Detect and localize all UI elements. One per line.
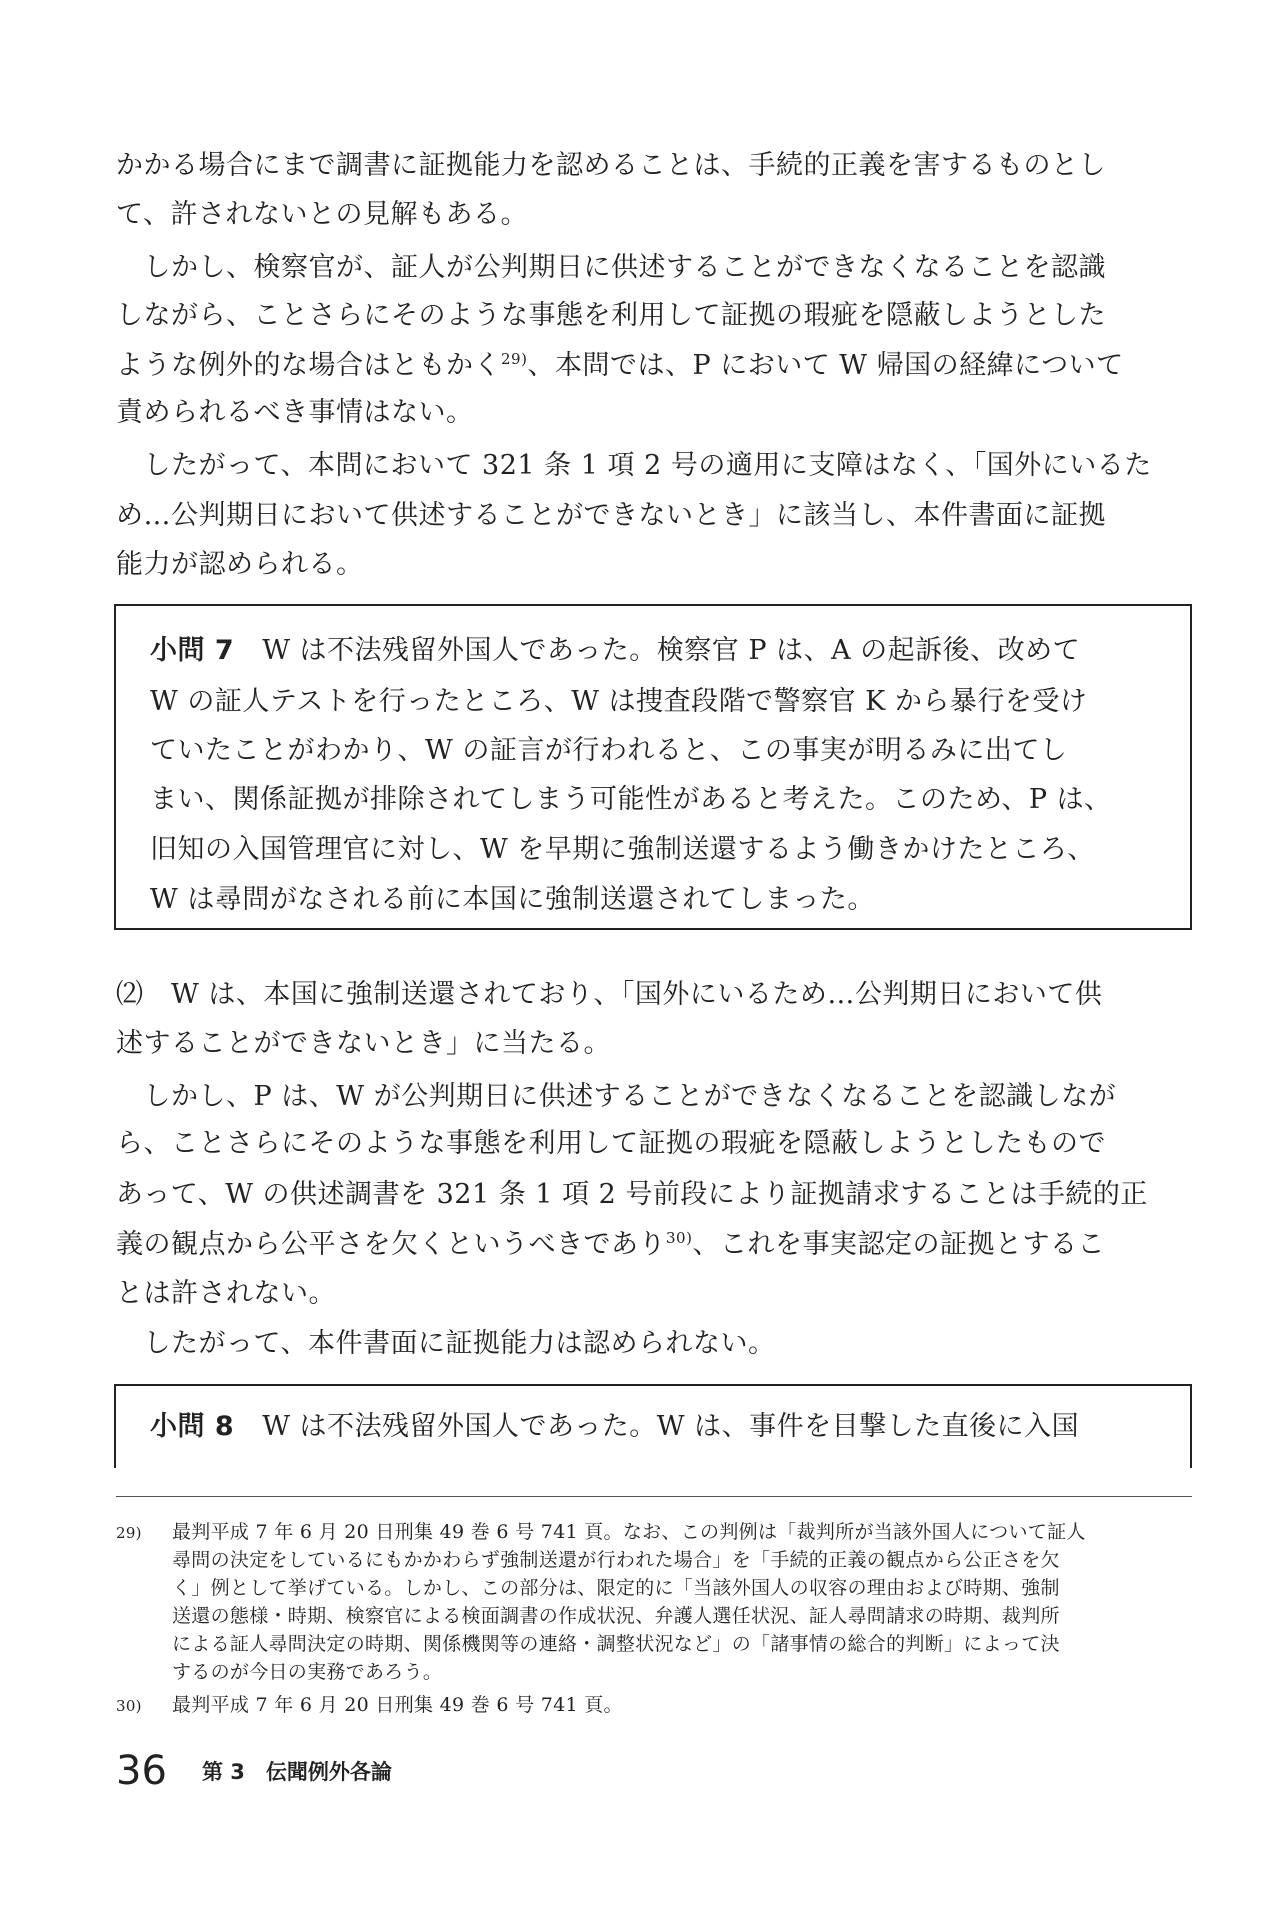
chapter-title: 第 3 伝聞例外各論 <box>202 1760 392 1784</box>
body-line: したがって、本件書面に証拠能力は認められない。 <box>143 1328 776 1359</box>
question-7-line: W は尋問がなされる前に本国に強制送還されてしまった。 <box>150 884 875 915</box>
page-number: 36 <box>116 1748 167 1794</box>
question-7-line: W の証人テストを行ったところ、W は捜査段階で警察官 K から暴行を受け <box>150 686 1088 717</box>
body-line: ら、ことさらにそのような事態を利用して証拠の瑕疵を隠蔽しようとしたもので <box>116 1128 1106 1159</box>
body-line: かかる場合にまで調書に証拠能力を認めることは、手続的正義を害するものとし <box>116 150 1106 181</box>
body-line: 述することができないとき」に当たる。 <box>116 1028 611 1059</box>
footnote-line: 送還の態様・時期、検察官による検面調書の作成状況、弁護人選任状況、証人尋問請求の時期、裁判所 <box>172 1605 1060 1627</box>
footnote-line: 尋問の決定をしているにもかかわらず強制送還が行われた場合」を「手続的正義の観点から公正さを欠 <box>172 1549 1060 1571</box>
footnote-number: 29) <box>116 1524 142 1542</box>
body-line: しかし、P は、W が公判期日に供述することができなくなることを認識しなが <box>143 1081 1117 1112</box>
body-line: ような例外的な場合はともかく$^{29)}$、本問では、P において W 帰国の経緯について <box>116 350 1124 381</box>
body-line: 責められるべき事情はない。 <box>116 397 474 428</box>
page-footer <box>116 1748 392 1794</box>
question-8-label: 小問 8 <box>150 1411 235 1442</box>
footnote-ref-30: 30) <box>666 1229 693 1247</box>
question-7-line: 旧知の入国管理官に対し、W を早期に強制送還するよう働きかけたところ、 <box>150 834 1095 865</box>
question-7-label: 小問 7 <box>150 635 235 666</box>
body-line: て、許されないとの見解もある。 <box>116 199 528 230</box>
body-line: とは許されない。 <box>116 1278 336 1309</box>
question-8-line: 小問 8 W は不法残留外国人であった。W は、事件を目撃した直後に入国 <box>150 1411 1080 1442</box>
question-7-line: 小問 7 W は不法残留外国人であった。検察官 P は、A の起訴後、改めて <box>150 635 1081 666</box>
body-line: しながら、ことさらにそのような事態を利用して証拠の瑕疵を隠蔽しようとした <box>116 300 1106 331</box>
footnote-29: 29) 最判平成 7 年 6 月 20 日刑集 49 巻 6 号 741 頁。なお、この判例は「裁判所が当該外国人について証人 <box>116 1521 1086 1543</box>
body-line: ⑵ W は、本国に強制送還されており、「国外にいるため…公判期日において供 <box>116 979 1103 1010</box>
body-line: め…公判期日において供述することができないとき」に該当し、本件書面に証拠 <box>116 500 1106 531</box>
footnote-ref-29: 29) <box>501 350 528 368</box>
body-line: したがって、本問において 321 条 1 項 2 号の適用に支障はなく、「国外にいるた <box>143 450 1152 481</box>
footnote-number: 30) <box>116 1697 142 1715</box>
footnote-line: く」例として挙げている。しかし、この部分は、限定的に「当該外国人の収容の理由および時期、強制 <box>172 1577 1060 1599</box>
question-7-line: ていたことがわかり、W の証言が行われると、この事実が明るみに出てし <box>150 735 1068 766</box>
footnote-line: するのが今日の実務であろう。 <box>172 1661 443 1683</box>
body-line: しかし、検察官が、証人が公判期日に供述することができなくなることを認識 <box>143 252 1106 283</box>
footnote-30: 30) 最判平成 7 年 6 月 20 日刑集 49 巻 6 号 741 頁。 <box>116 1694 623 1716</box>
footnote-line: による証人尋問決定の時期、関係機関等の連絡・調整状況など」の「諸事情の総合的判断」によって決 <box>172 1633 1060 1655</box>
footnote-divider <box>116 1496 1192 1497</box>
body-line: 能力が認められる。 <box>116 549 364 580</box>
question-7-line: まい、関係証拠が排除されてしまう可能性があると考えた。このため、P は、 <box>150 784 1112 815</box>
body-line: あって、W の供述調書を 321 条 1 項 2 号前段により証拠請求することは手続的正 <box>116 1179 1148 1210</box>
body-line: 義の観点から公平さを欠くというべきであり$^{30)}$、これを事実認定の証拠とするこ <box>116 1229 1105 1260</box>
